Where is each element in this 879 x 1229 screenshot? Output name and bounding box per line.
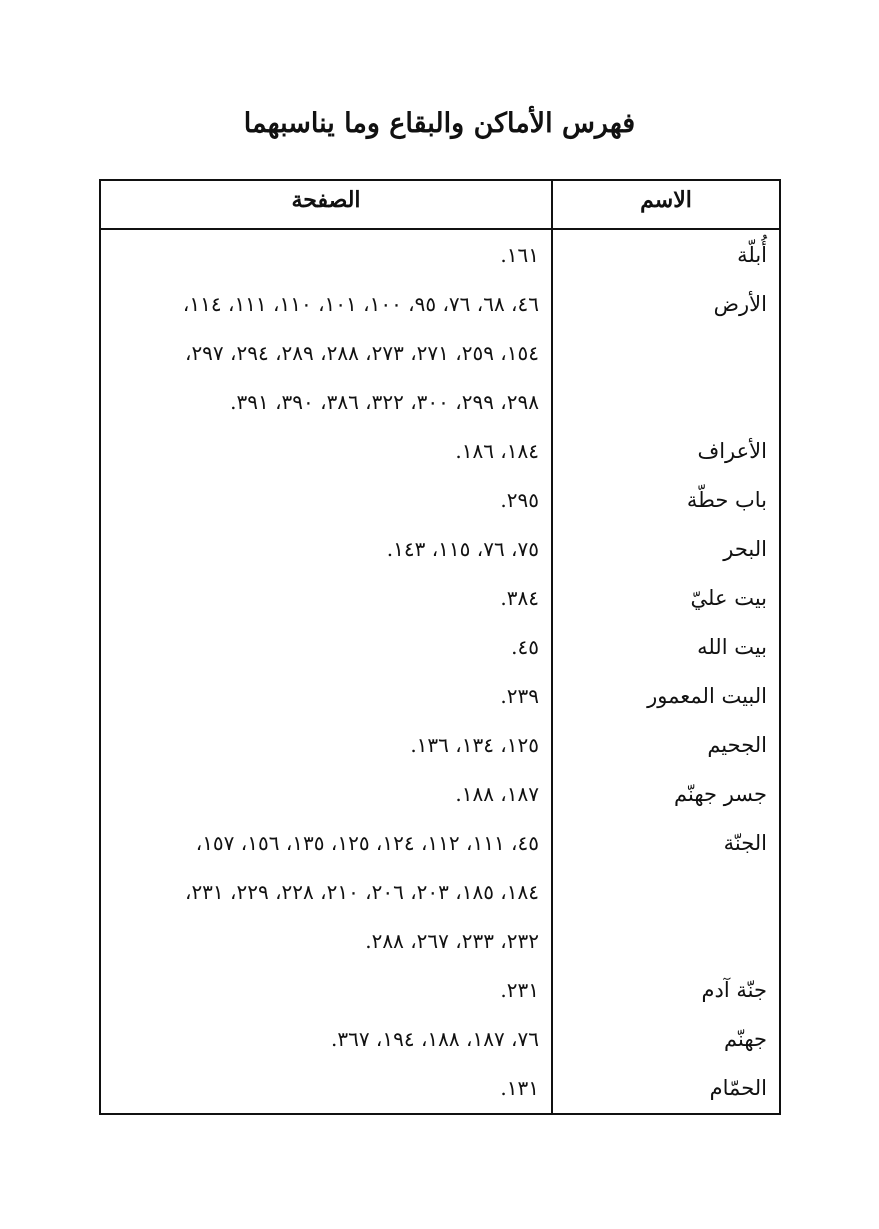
place-name: بيت عليّ xyxy=(690,585,767,610)
place-name: أُبلّة xyxy=(737,242,767,267)
page-numbers: ٣٨٤. xyxy=(500,585,539,610)
page-numbers: ٢٣٢، ٢٣٣، ٢٦٧، ٢٨٨. xyxy=(365,928,539,953)
place-name: الأرض xyxy=(713,291,767,316)
page-numbers: ١٣١. xyxy=(500,1075,539,1100)
table-row xyxy=(101,671,779,720)
page-numbers: ٤٥، ١١١، ١١٢، ١٢٤، ١٢٥، ١٣٥، ١٥٦، ١٥٧، xyxy=(195,830,539,855)
table-row xyxy=(101,867,779,916)
page-numbers: ١٨٧، ١٨٨. xyxy=(455,781,539,806)
table-row xyxy=(101,475,779,524)
place-name: جهنّم xyxy=(724,1026,767,1051)
table-row xyxy=(101,916,779,965)
place-name: البحر xyxy=(723,536,767,561)
table-row xyxy=(101,230,779,279)
table-row xyxy=(101,524,779,573)
place-name: جسر جهنّم xyxy=(674,781,767,806)
table-row xyxy=(101,622,779,671)
place-name: باب حطّة xyxy=(686,487,767,512)
page-numbers: ١٥٤، ٢٥٩، ٢٧١، ٢٧٣، ٢٨٨، ٢٨٩، ٢٩٤، ٢٩٧، xyxy=(184,340,539,365)
table-row xyxy=(101,328,779,377)
table-row xyxy=(101,720,779,769)
page-numbers: ٤٥. xyxy=(511,634,539,659)
page-title: فهرس الأماكن والبقاع وما يناسبهما xyxy=(243,108,636,139)
place-name: الأعراف xyxy=(697,438,767,463)
table-row xyxy=(101,377,779,426)
table-row xyxy=(101,279,779,328)
place-name: بيت الله xyxy=(697,634,767,659)
table-body xyxy=(101,230,779,1113)
place-name: البيت المعمور xyxy=(647,683,767,708)
page-numbers: ٧٥، ٧٦، ١١٥، ١٤٣. xyxy=(386,536,539,561)
table-row xyxy=(101,426,779,475)
places-index-table xyxy=(99,179,781,1115)
table-header xyxy=(101,181,779,230)
page-numbers: ٢٣١. xyxy=(500,977,539,1002)
table-row xyxy=(101,1014,779,1063)
place-name: الجنّة xyxy=(723,830,767,855)
place-name: جنّة آدم xyxy=(701,977,767,1002)
page-numbers: ٢٩٨، ٢٩٩، ٣٠٠، ٣٢٢، ٣٨٦، ٣٩٠، ٣٩١. xyxy=(230,389,539,414)
table-row xyxy=(101,769,779,818)
page-numbers: ١٨٤، ١٨٥، ٢٠٣، ٢٠٦، ٢١٠، ٢٢٨، ٢٢٩، ٢٣١، xyxy=(184,879,539,904)
table-row xyxy=(101,573,779,622)
page-numbers: ١٨٤، ١٨٦. xyxy=(455,438,539,463)
header-name: الاسم xyxy=(640,187,692,213)
table-row xyxy=(101,1063,779,1112)
table-row xyxy=(101,965,779,1014)
place-name: الحمّام xyxy=(709,1075,767,1100)
table-row xyxy=(101,818,779,867)
page-numbers: ٤٦، ٦٨، ٧٦، ٩٥، ١٠٠، ١٠١، ١١٠، ١١١، ١١٤، xyxy=(182,291,539,316)
header-pages: الصفحة xyxy=(291,187,361,213)
page-numbers: ١٦١. xyxy=(500,242,539,267)
place-name: الجحيم xyxy=(707,732,767,757)
page-numbers: ١٢٥، ١٣٤، ١٣٦. xyxy=(410,732,539,757)
page-numbers: ٧٦، ١٨٧، ١٨٨، ١٩٤، ٣٦٧. xyxy=(330,1026,539,1051)
page-numbers: ٢٣٩. xyxy=(500,683,539,708)
page-numbers: ٢٩٥. xyxy=(500,487,539,512)
